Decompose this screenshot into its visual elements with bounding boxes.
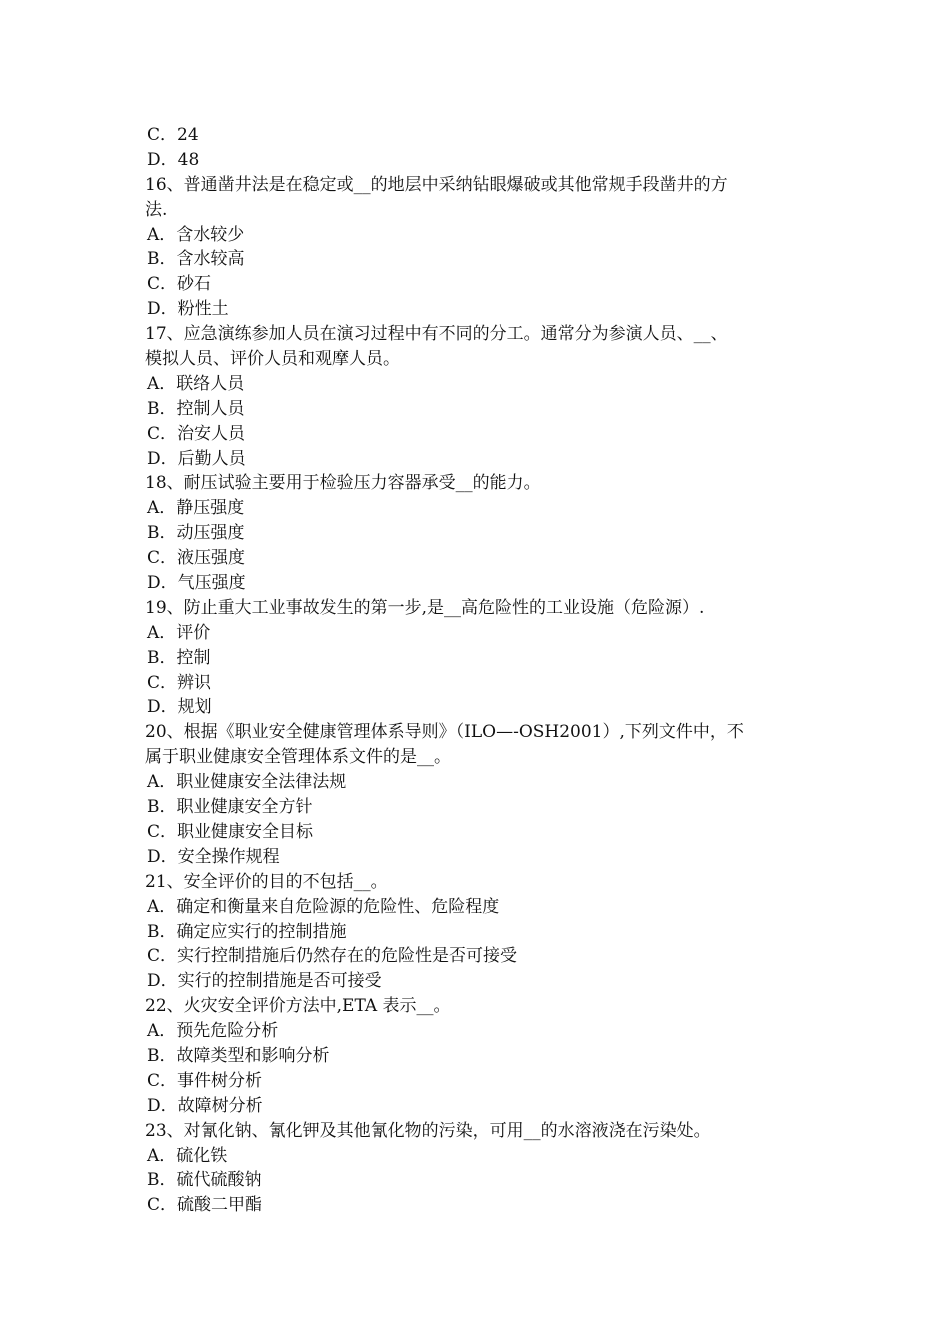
answer-option: C．液压强度 (147, 548, 246, 569)
answer-option: A．含水较少 (147, 224, 245, 245)
question-text-line: 17、应急演练参加人员在演习过程中有不同的分工。通常分为参演人员、__、 (145, 324, 728, 345)
answer-option: B．动压强度 (147, 523, 245, 544)
question-text-line: 18、耐压试验主要用于检验压力容器承受__的能力。 (145, 473, 541, 494)
answer-option: A．确定和衡量来自危险源的危险性、危险程度 (147, 896, 500, 917)
question-text-line: 21、安全评价的目的不包括__。 (145, 871, 388, 892)
answer-option: C．实行控制措施后仍然存在的危险性是否可接受 (147, 946, 518, 967)
question-text-line: 16、普通凿井法是在稳定或__的地层中采纳钻眼爆破或其他常规手段凿井的方 (145, 174, 728, 195)
answer-option: C．职业健康安全目标 (147, 821, 314, 842)
question-text-line: 20、根据《职业安全健康管理体系导则》（ILO—-OSH2001）,下列文件中，不 (145, 722, 744, 743)
answer-option: D．48 (147, 149, 200, 170)
question-text-line: 属于职业健康安全管理体系文件的是__。 (145, 747, 451, 768)
answer-option: D．实行的控制措施是否可接受 (147, 971, 382, 992)
answer-option: B．含水较高 (147, 249, 245, 270)
question-text-line: 法. (145, 199, 168, 220)
answer-option: C．砂石 (147, 274, 212, 295)
answer-option: C．硫酸二甲酯 (147, 1195, 263, 1216)
answer-option: D．粉性土 (147, 299, 229, 320)
answer-option: C．24 (147, 125, 199, 145)
answer-option: B．确定应实行的控制措施 (147, 921, 347, 942)
question-text-line: 模拟人员、评价人员和观摩人员。 (145, 349, 400, 370)
answer-option: B．控制 (147, 647, 211, 668)
answer-option: D．气压强度 (147, 573, 246, 594)
document-page (145, 123, 810, 1218)
answer-option: A．评价 (147, 622, 211, 643)
answer-option: C．辨识 (147, 672, 212, 693)
answer-option: B．职业健康安全方针 (147, 797, 313, 818)
answer-option: D．后勤人员 (147, 448, 246, 469)
answer-option: B．硫代硫酸钠 (147, 1170, 262, 1191)
answer-option: C．治安人员 (147, 423, 246, 444)
answer-option: D．故障树分析 (147, 1095, 263, 1116)
answer-option: B．故障类型和影响分析 (147, 1045, 330, 1066)
answer-option: A．硫化铁 (147, 1145, 228, 1166)
answer-option: A．联络人员 (147, 373, 245, 394)
answer-option: A．静压强度 (147, 498, 245, 519)
question-text-line: 19、防止重大工业事故发生的第一步,是__高危险性的工业设施（危险源）. (145, 597, 705, 618)
answer-option: A．预先危险分析 (147, 1021, 279, 1042)
question-text-line: 23、对氰化钠、氰化钾及其他氰化物的污染，可用__的水溶液浇在污染处。 (145, 1120, 711, 1141)
answer-option: C．事件树分析 (147, 1070, 263, 1091)
answer-option: D．安全操作规程 (147, 846, 280, 867)
answer-option: D．规划 (147, 697, 212, 718)
question-text-line: 22、火灾安全评价方法中,ETA 表示__。 (145, 996, 451, 1017)
answer-option: A．职业健康安全法律法规 (147, 772, 347, 793)
answer-option: B．控制人员 (147, 398, 245, 419)
